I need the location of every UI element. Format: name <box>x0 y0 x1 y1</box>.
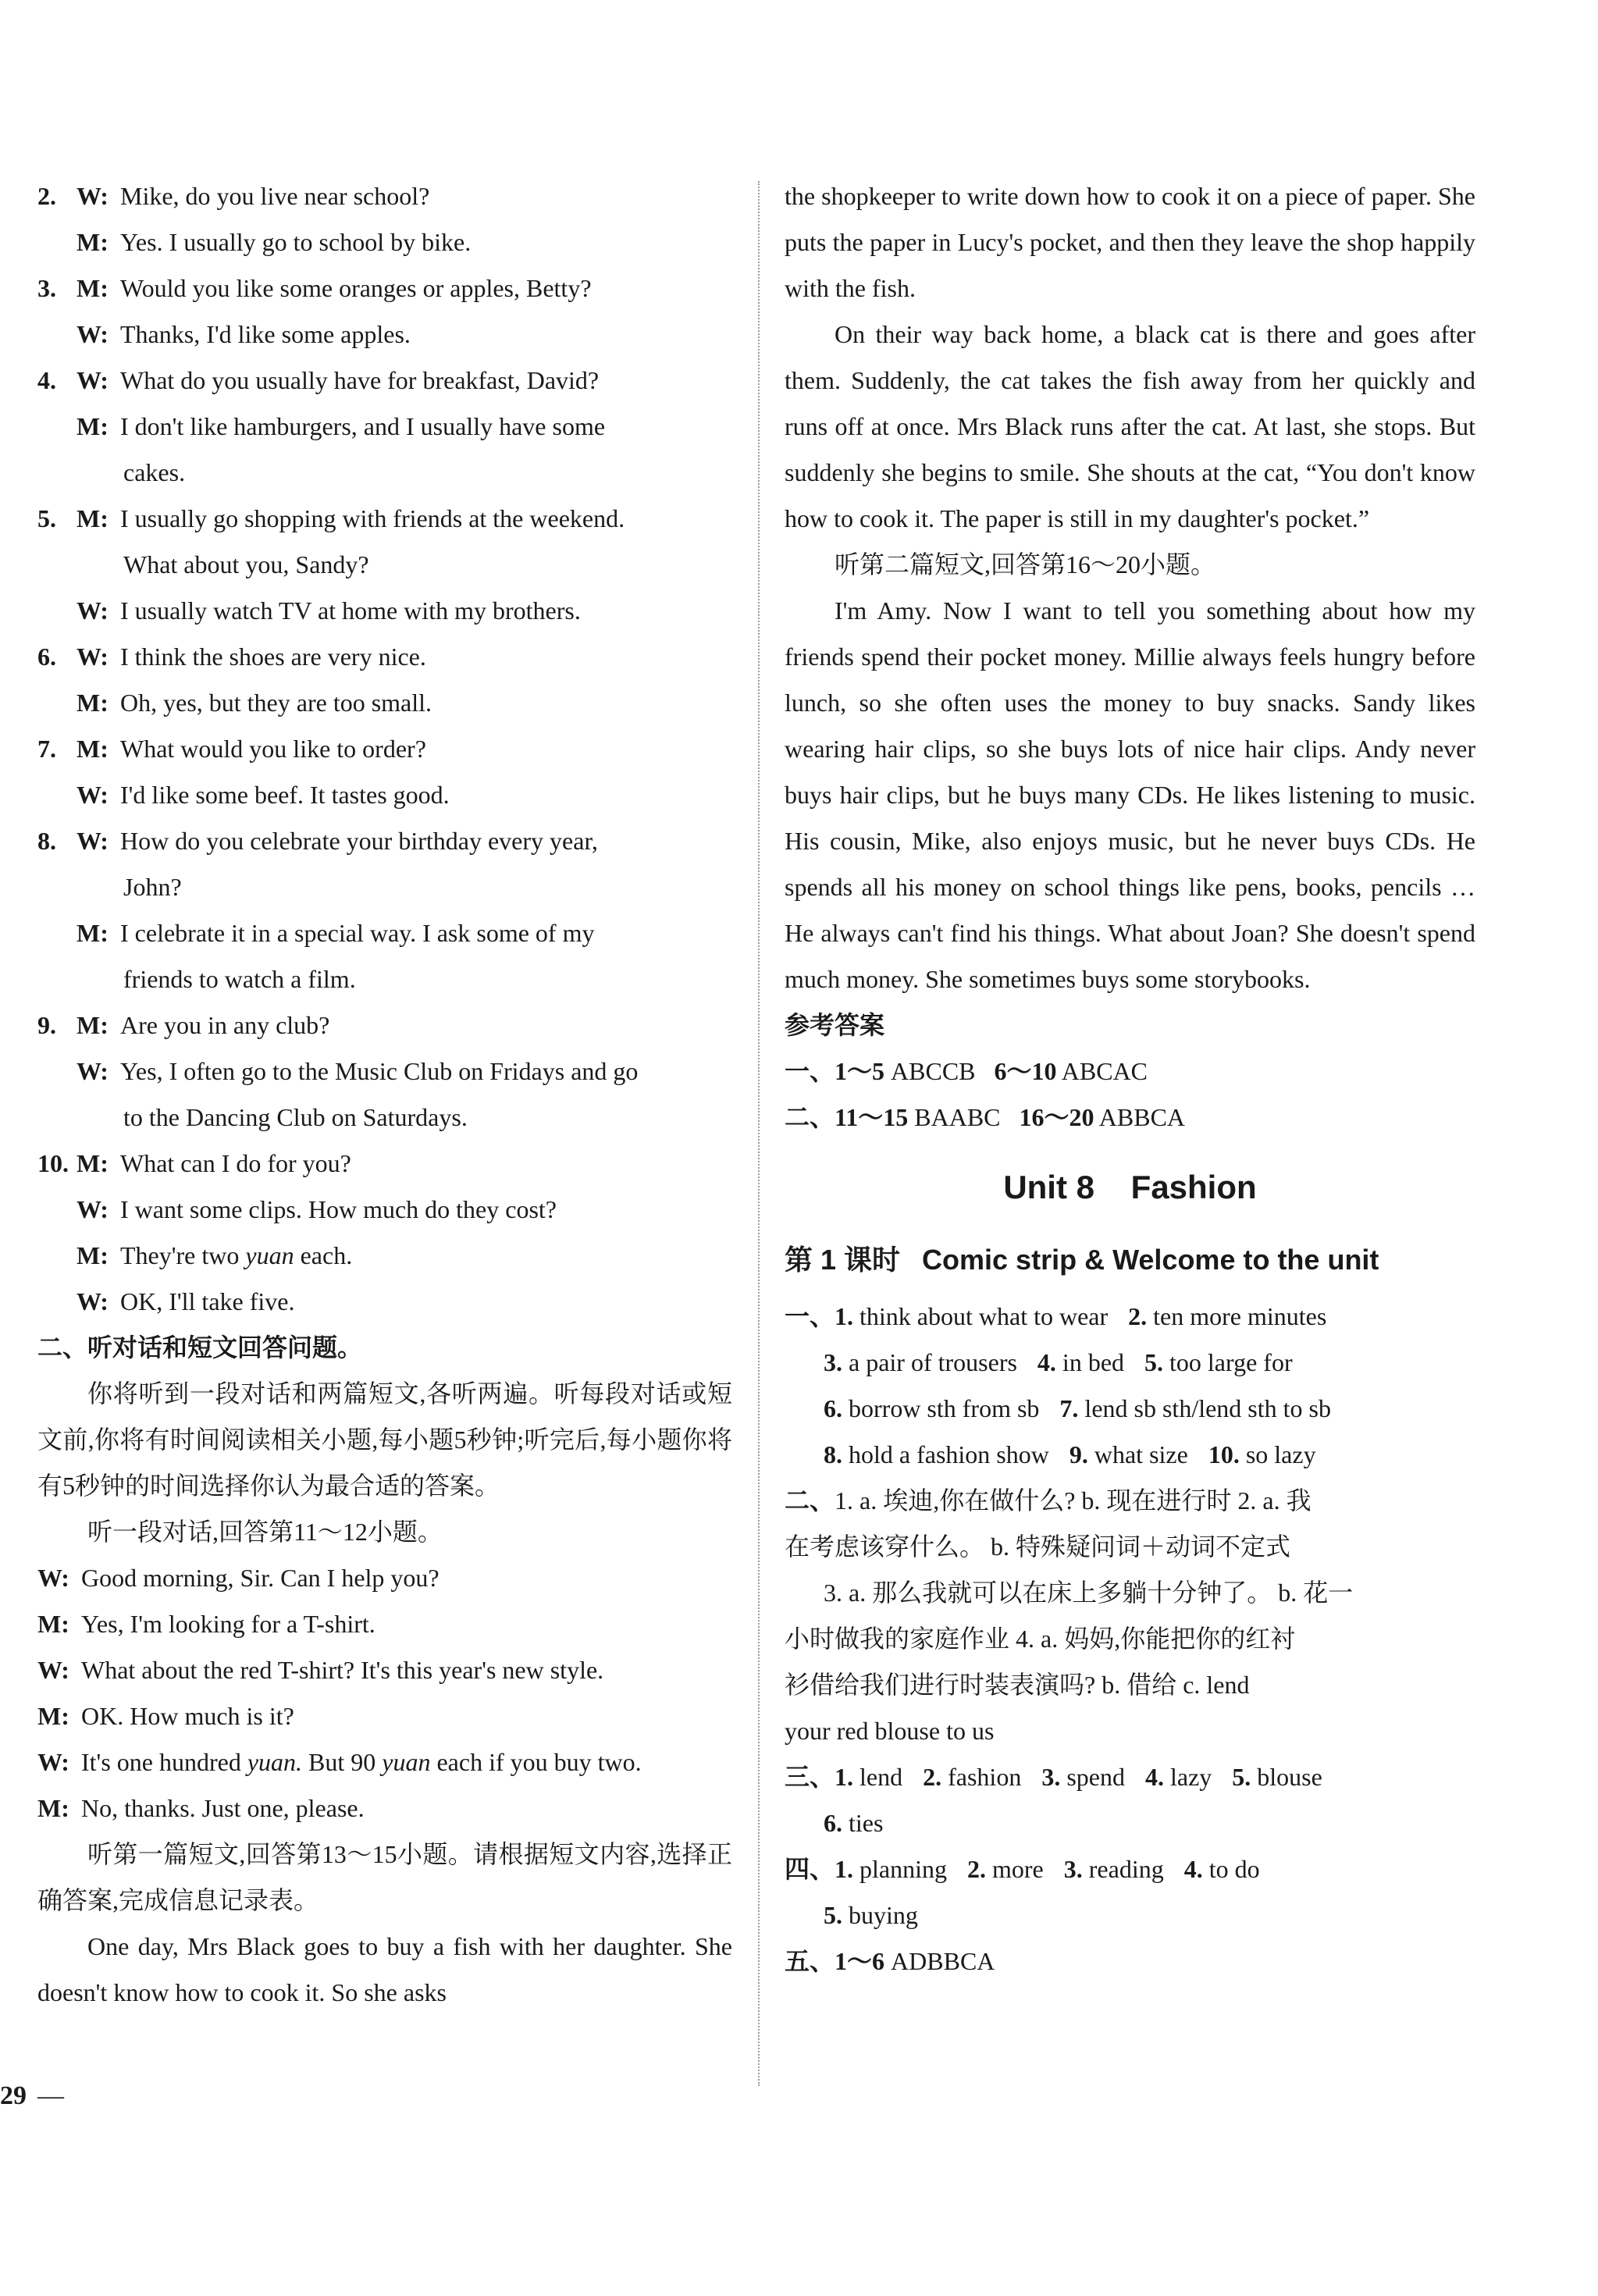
answer-range: 16～20 <box>1019 1103 1094 1131</box>
speaker: M: <box>37 1610 69 1638</box>
answer-text: hold a fashion show <box>849 1440 1049 1468</box>
dialogue-line-row <box>37 588 732 634</box>
answer-range: 1～5 <box>835 1057 885 1085</box>
exercise-1 <box>785 1294 1475 1478</box>
dialogue-line: Would you like some oranges or apples, Betty? <box>120 274 592 302</box>
answer-value: ABCCB <box>891 1057 976 1085</box>
dialogue-line: What do you usually have for breakfast, David? <box>120 366 600 394</box>
dialogue-line: But 90 <box>308 1748 376 1776</box>
answer-text: what size <box>1094 1440 1188 1468</box>
answer-number: 2. <box>923 1763 942 1791</box>
right-column <box>785 173 1475 1985</box>
dialogue-line: What would you like to order? <box>120 735 426 763</box>
dialogue-line: Thanks, I'd like some apples. <box>120 320 411 348</box>
dialogue-item <box>37 1002 732 1141</box>
dialogue-line: Are you in any club? <box>120 1011 330 1039</box>
speaker: W: <box>77 320 109 348</box>
exercise-label: 三、 <box>785 1763 835 1791</box>
exercise-5 <box>785 1938 1475 1985</box>
dialogue-line-row <box>37 910 732 956</box>
answer-number: 5. <box>1144 1348 1164 1376</box>
dialogue-line: Yes, I often go to the Music Club on Fridays and go <box>120 1057 639 1085</box>
answer-item <box>824 1386 1039 1432</box>
italic-word: yuan. <box>247 1748 303 1776</box>
dialogue-number: 2. <box>37 182 56 210</box>
dialogue-item <box>37 265 732 358</box>
speaker: M: <box>77 1149 109 1177</box>
dialogue-line-cont: cakes. <box>123 458 186 486</box>
dialogue-line: OK, I'll take five. <box>120 1287 295 1315</box>
exercise-text: 小时做我的家庭作业 4. a. 妈妈,你能把你的红衬 <box>785 1625 1296 1653</box>
answer-number: 6. <box>824 1809 842 1837</box>
answer-item <box>824 1340 1017 1386</box>
dialogue-line: They're two <box>120 1241 240 1269</box>
speaker: W: <box>77 827 109 855</box>
lesson-label: 第 1 课时 <box>785 1244 901 1276</box>
dialogue-line: I want some clips. How much do they cost? <box>120 1195 557 1223</box>
answer-text: fashion <box>948 1763 1022 1791</box>
dialogue-line-row <box>37 818 732 864</box>
answer-text: borrow sth from sb <box>849 1394 1040 1422</box>
answer-number: 3. <box>1063 1855 1083 1883</box>
dialogue-intro: 听一段对话,回答第11～12小题。 <box>87 1518 443 1546</box>
speaker: W: <box>77 1195 109 1223</box>
speaker: M: <box>77 228 109 256</box>
answer-number: 2. <box>1128 1302 1148 1330</box>
speaker: W: <box>37 1564 69 1592</box>
dialogue-line: each if you buy two. <box>436 1748 642 1776</box>
exercise-text: 在考虑该穿什么。 b. 特殊疑问词＋动词不定式 <box>785 1532 1291 1561</box>
speaker: M: <box>77 504 109 532</box>
answer-item <box>1144 1340 1293 1386</box>
dialogue-item <box>37 496 732 634</box>
speaker: M: <box>77 919 109 947</box>
dialogue-line: I usually watch TV at home with my brothers. <box>120 596 581 625</box>
dialogue-line-row <box>37 634 732 680</box>
answer-text: too large for <box>1169 1348 1293 1376</box>
answer-range: 11～15 <box>835 1103 909 1131</box>
left-column <box>37 173 732 2016</box>
passage-2-text: I'm Amy. Now I want to tell you something about how my friends spend their pocket money. Millie always feels hungry before lunch, so she often uses the money to buy snacks. Sandy likes wearing hair clips, so she buys lots of nice hair clips. Andy never buys hair clips, but he buys many CDs. He likes listening to music. His cousin, Mike, also enjoys music, but he never buys CDs. He spends all his money on school things like pens, books, pencils … He always can't find his things. What about Joan? She doesn't spend much money. She sometimes buys some storybooks. <box>785 596 1475 993</box>
dialogue-number: 5. <box>37 504 56 532</box>
dialogue-line-row <box>37 358 732 404</box>
dialogue-line: OK. How much is it? <box>81 1702 294 1730</box>
answer-label: 二、 <box>785 1103 835 1131</box>
speaker: W: <box>37 1748 69 1776</box>
answer-line <box>785 1432 1475 1478</box>
answer-line <box>785 1846 1475 1892</box>
lesson-title <box>785 1231 1475 1289</box>
answer-number: 4. <box>1183 1855 1203 1883</box>
page-number-value: 29 <box>0 2081 27 2110</box>
speaker: W: <box>37 1656 69 1684</box>
answer-text: lend <box>860 1763 903 1791</box>
answer-item <box>824 1432 1049 1478</box>
exercise-label: 四、 <box>785 1855 835 1883</box>
speaker: M: <box>77 412 109 440</box>
dialogue-item <box>37 818 732 1002</box>
dialogue-line: What about the red T-shirt? It's this year's new style. <box>81 1656 604 1684</box>
dialogue-item <box>37 358 732 496</box>
dialogue-line-row <box>37 173 732 219</box>
answer-number: 7. <box>1059 1394 1079 1422</box>
answer-item <box>923 1754 1021 1800</box>
dialogue-item <box>37 726 732 818</box>
dialogue-10 <box>37 1141 732 1325</box>
speaker: M: <box>77 1241 109 1269</box>
answer-row-2 <box>785 1095 1475 1141</box>
answer-item <box>1059 1386 1331 1432</box>
dialogue-item <box>37 634 732 726</box>
dialogue-line: What can I do for you? <box>120 1149 351 1177</box>
dialogue-line-cont: John? <box>123 873 182 901</box>
passage-1-intro: 听第一篇短文,回答第13～15小题。请根据短文内容,选择正确答案,完成信息记录表。 <box>37 1840 732 1914</box>
speaker: W: <box>77 596 109 625</box>
answer-number: 6. <box>824 1394 842 1422</box>
dialogue-number: 7. <box>37 735 56 763</box>
answer-line <box>785 1340 1475 1386</box>
answer-item <box>835 1754 902 1800</box>
exercise-label: 五、 <box>785 1947 835 1975</box>
answer-item <box>1037 1340 1124 1386</box>
dialogue-number: 10. <box>37 1149 69 1177</box>
answers-heading: 参考答案 <box>785 1011 885 1039</box>
answer-number: 2. <box>967 1855 986 1883</box>
passage-1-start: One day, Mrs Black goes to buy a fish with her daughter. She doesn't know how to cook it. So she asks <box>37 1932 732 2006</box>
dialogue-line-cont: to the Dancing Club on Saturdays. <box>123 1103 468 1131</box>
dialogue-line-row <box>37 219 732 265</box>
speaker: M: <box>37 1702 69 1730</box>
answer-value: ABCAC <box>1061 1057 1148 1085</box>
dialogue-line: each. <box>300 1241 353 1269</box>
speaker: W: <box>77 182 109 210</box>
answer-value: ADBBCA <box>891 1947 995 1975</box>
answer-text: a pair of trousers <box>849 1348 1017 1376</box>
answer-item <box>835 1294 1108 1340</box>
speaker: W: <box>77 1057 109 1085</box>
dialogue-line-row <box>37 772 732 818</box>
answer-item <box>835 1846 947 1892</box>
column-divider <box>758 181 760 2086</box>
dialogue-line: It's one hundred <box>81 1748 241 1776</box>
answer-number: 1. <box>835 1302 854 1330</box>
dialogue-number: 4. <box>37 366 56 394</box>
answer-number: 5. <box>824 1901 842 1929</box>
exercise-4 <box>785 1846 1475 1938</box>
answer-item <box>1184 1846 1260 1892</box>
answer-number: 1. <box>835 1855 854 1883</box>
section-2-instructions: 你将听到一段对话和两篇短文,各听两遍。听每段对话或短文前,你将有时间阅读相关小题,每小题5秒钟;听完后,每小题你将有5秒钟的时间选择你认为最合适的答案。 <box>37 1379 732 1500</box>
speaker: M: <box>77 735 109 763</box>
speaker: M: <box>77 1011 109 1039</box>
answer-text: ten more minutes <box>1153 1302 1327 1330</box>
dialogue-line: Good morning, Sir. Can I help you? <box>81 1564 440 1592</box>
section-2-title: 二、听对话和短文回答问题。 <box>37 1333 363 1362</box>
answer-item <box>824 1800 883 1846</box>
speaker: M: <box>77 274 109 302</box>
dialogue-line: Yes. I usually go to school by bike. <box>120 228 472 256</box>
dialogue-line-row <box>37 680 732 726</box>
exercise-text: 3. a. 那么我就可以在床上多躺十分钟了。 b. 花一 <box>824 1579 1354 1607</box>
speaker: W: <box>77 781 109 809</box>
dialogue-line: Yes, I'm looking for a T-shirt. <box>81 1610 375 1638</box>
dialogue-number: 8. <box>37 827 56 855</box>
dialogue-number: 6. <box>37 643 56 671</box>
dialogue-line-row <box>37 1048 732 1095</box>
exercise-text: 1. a. 埃迪,你在做什么? b. 现在进行时 2. a. 我 <box>835 1486 1311 1515</box>
answer-text: in bed <box>1062 1348 1125 1376</box>
answer-line <box>785 1754 1475 1800</box>
dialogue-item <box>37 173 732 265</box>
answer-number: 5. <box>1232 1763 1251 1791</box>
answer-item <box>1232 1754 1322 1800</box>
dialogue-line: I celebrate it in a special way. I ask some of my <box>120 919 595 947</box>
answer-number: 4. <box>1144 1763 1164 1791</box>
unit-title: Unit 8 Fashion <box>1003 1169 1257 1205</box>
answer-item <box>1064 1846 1164 1892</box>
answer-text: more <box>992 1855 1044 1883</box>
exercise-label: 二、 <box>785 1486 835 1515</box>
answer-text: spend <box>1066 1763 1125 1791</box>
dialogue-line <box>37 1739 732 1785</box>
dialogue-line-row <box>37 1002 732 1048</box>
answer-number: 9. <box>1069 1440 1088 1468</box>
dialogue-line-cont: What about you, Sandy? <box>123 550 369 578</box>
answer-value: ABBCA <box>1098 1103 1186 1131</box>
dialogue-line-row <box>37 496 732 542</box>
answer-line <box>785 1800 1475 1846</box>
dialogue-line: Mike, do you live near school? <box>120 182 430 210</box>
answer-number: 10. <box>1208 1440 1240 1468</box>
speaker: W: <box>77 643 109 671</box>
dialogue-line-row <box>37 311 732 358</box>
italic-word: yuan <box>382 1748 431 1776</box>
dialogue-line-row <box>37 265 732 311</box>
dialogue-line: Oh, yes, but they are too small. <box>120 689 432 717</box>
passage-1-para-2: On their way back home, a black cat is there and goes after them. Suddenly, the cat takes the fish away from her quickly and runs off at once. Mrs Black runs after the cat. At last, she stops. But suddenly she begins to smile. She shouts at the cat, “You don't know how to cook it. The paper is still in my daughter's pocket.” <box>785 320 1475 532</box>
exercise-3 <box>785 1754 1475 1846</box>
italic-word: yuan <box>245 1241 294 1269</box>
answer-item <box>1145 1754 1212 1800</box>
answer-number: 4. <box>1037 1348 1056 1376</box>
answer-range: 1～6 <box>835 1947 885 1975</box>
answer-text: so lazy <box>1245 1440 1316 1468</box>
answer-text: lazy <box>1169 1763 1212 1791</box>
speaker: W: <box>77 1287 109 1315</box>
exercise-text: your red blouse to us <box>785 1717 995 1745</box>
exercise-text: 衫借给我们进行时装表演吗? b. 借给 c. lend <box>785 1671 1250 1699</box>
answer-item <box>1128 1294 1326 1340</box>
answer-row-1 <box>785 1048 1475 1095</box>
page-number <box>0 2081 64 2111</box>
dialogue-number: 3. <box>37 274 56 302</box>
shop-dialogue <box>37 1555 732 1831</box>
dialogue-line: How do you celebrate your birthday every year, <box>120 827 598 855</box>
dialogue-line: I'd like some beef. It tastes good. <box>120 781 450 809</box>
passage-1-continued: the shopkeeper to write down how to cook it on a piece of paper. She puts the paper in Lucy's pocket, and then they leave the shop happily with the fish. <box>785 182 1475 302</box>
answer-item <box>824 1892 918 1938</box>
listening-dialogues <box>37 173 732 1141</box>
dialogue-line-cont: friends to watch a film. <box>123 965 356 993</box>
exercise-2 <box>785 1478 1475 1754</box>
answer-text: to do <box>1208 1855 1260 1883</box>
answer-number: 1. <box>835 1763 854 1791</box>
speaker: M: <box>37 1794 69 1822</box>
answer-line <box>785 1386 1475 1432</box>
answer-item <box>967 1846 1044 1892</box>
page-dash: — <box>37 2081 64 2110</box>
lesson-name: Comic strip & Welcome to the unit <box>922 1244 1379 1276</box>
answer-text: planning <box>860 1855 947 1883</box>
dialogue-number: 9. <box>37 1011 56 1039</box>
dialogue-line-row <box>37 726 732 772</box>
answer-range: 6～10 <box>994 1057 1057 1085</box>
answer-value: BAABC <box>914 1103 1001 1131</box>
answer-text: think about what to wear <box>860 1302 1109 1330</box>
dialogue-line-row <box>37 404 732 450</box>
speaker: M: <box>77 689 109 717</box>
answer-text: lend sb sth/lend sth to sb <box>1084 1394 1331 1422</box>
dialogue-line: No, thanks. Just one, please. <box>81 1794 365 1822</box>
dialogue-line: I usually go shopping with friends at the weekend. <box>120 504 625 532</box>
answer-number: 8. <box>824 1440 842 1468</box>
answer-number: 3. <box>824 1348 842 1376</box>
answer-item <box>1208 1432 1316 1478</box>
answer-text: buying <box>849 1901 918 1929</box>
answer-item <box>1041 1754 1125 1800</box>
speaker: W: <box>77 366 109 394</box>
answer-text: blouse <box>1257 1763 1322 1791</box>
exercise-label: 一、 <box>785 1302 835 1330</box>
passage-2-intro: 听第二篇短文,回答第16～20小题。 <box>835 550 1216 578</box>
dialogue-line: I think the shoes are very nice. <box>120 643 426 671</box>
answer-label: 一、 <box>785 1057 835 1085</box>
answer-line <box>785 1294 1475 1340</box>
answer-number: 3. <box>1041 1763 1061 1791</box>
dialogue-line: I don't like hamburgers, and I usually have some <box>120 412 606 440</box>
answer-text: reading <box>1088 1855 1164 1883</box>
answer-line <box>785 1892 1475 1938</box>
answer-item <box>1069 1432 1188 1478</box>
answer-text: ties <box>849 1809 884 1837</box>
